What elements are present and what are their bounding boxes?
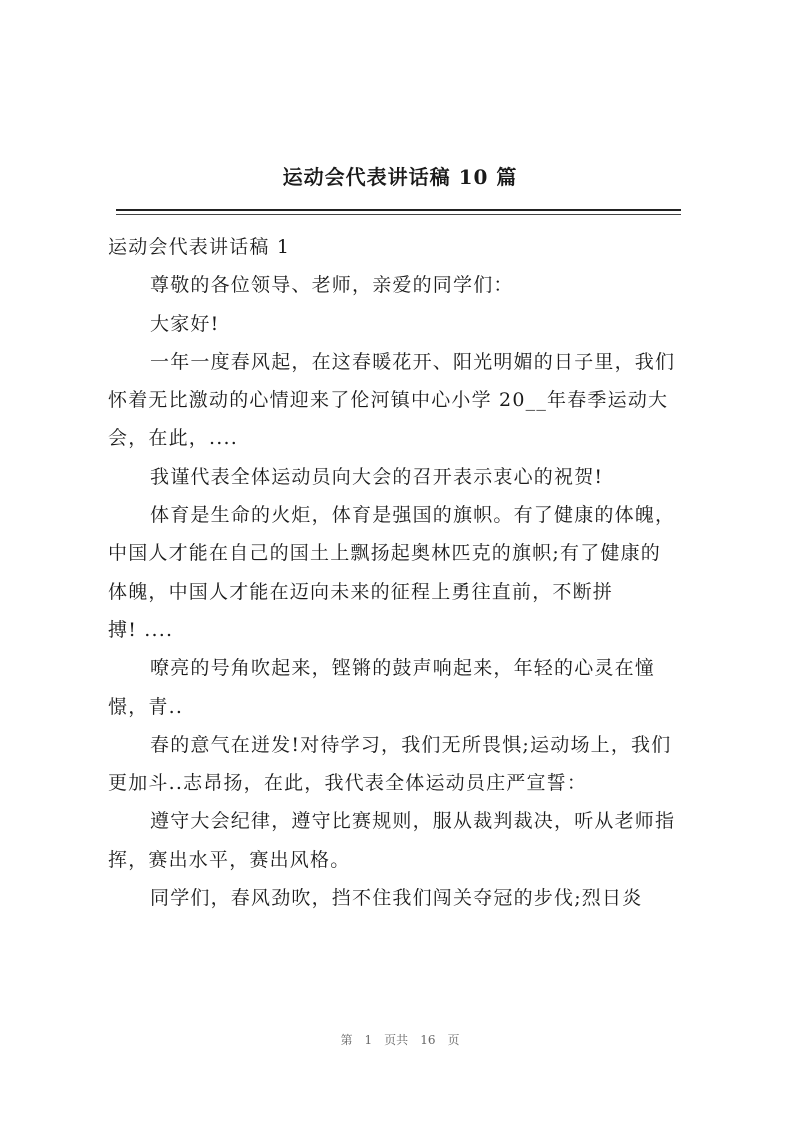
footer-mid: 页共 — [384, 1033, 409, 1047]
body-line: 一年一度春风起，在这春暖花开、阳光明媚的日子里，我们 — [150, 350, 676, 373]
body-line: 尊敬的各位领导、老师，亲爱的同学们： — [150, 274, 514, 297]
footer-suffix: 页 — [447, 1033, 460, 1047]
body-line: 运动会代表讲话稿 1 — [108, 236, 291, 258]
body-line: 大家好! — [150, 312, 220, 335]
body-line: 体魄，中国人才能在迈向未来的征程上勇往直前，不断拼 — [108, 580, 614, 603]
body-line: 会，在此，.... — [108, 427, 238, 450]
current-page-number: 1 — [364, 1033, 373, 1047]
body-line: 我谨代表全体运动员向大会的召开表示衷心的祝贺! — [150, 465, 604, 488]
body-line: 憬，青.. — [108, 695, 184, 718]
body-line: 体育是生命的火炬，体育是强国的旗帜。有了健康的体魄， — [150, 504, 676, 527]
body-line: 怀着无比激动的心情迎来了伦河镇中心小学 20__年春季运动大 — [108, 389, 669, 412]
document-title: 运动会代表讲话稿 10 篇 — [282, 165, 518, 189]
body-line: 同学们，春风劲吹，挡不住我们闯关夺冠的步伐;烈日炎 — [150, 887, 643, 910]
body-line: 中国人才能在自己的国土上飘扬起奥林匹克的旗帜;有了健康的 — [108, 542, 662, 565]
body-line: 更加斗..志昂扬，在此，我代表全体运动员庄严宣誓： — [108, 772, 588, 795]
title-divider-thick — [116, 209, 681, 211]
footer-prefix: 第 — [340, 1033, 353, 1047]
body-line: 挥，赛出水平，赛出风格。 — [108, 848, 351, 871]
title-divider-thin — [116, 214, 681, 215]
body-line: 搏! .... — [108, 618, 174, 641]
total-page-count: 16 — [420, 1033, 436, 1047]
document-body — [108, 228, 708, 917]
body-line: 春的意气在迸发!对待学习，我们无所畏惧;运动场上，我们 — [150, 733, 672, 756]
page-footer — [0, 1031, 800, 1048]
body-line: 嘹亮的号角吹起来，铿锵的鼓声响起来，年轻的心灵在憧 — [150, 657, 656, 680]
body-line: 遵守大会纪律，遵守比赛规则，服从裁判裁决，听从老师指 — [150, 810, 676, 833]
